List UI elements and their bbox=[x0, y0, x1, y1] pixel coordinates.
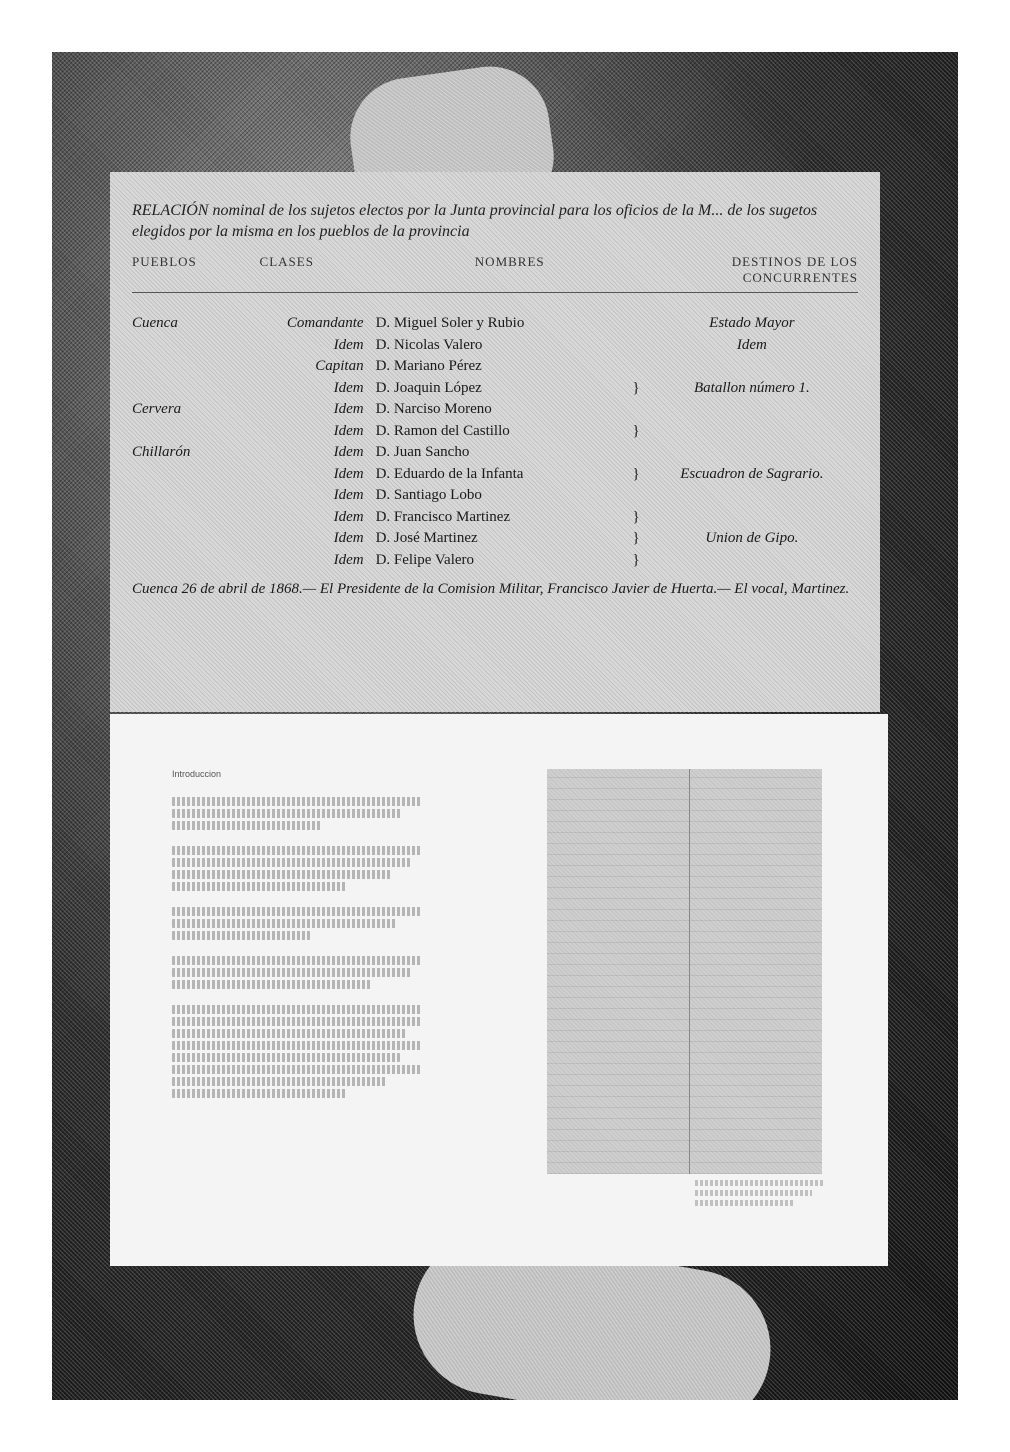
row-destino: Escuadron de Sagrario. bbox=[680, 465, 824, 482]
roster-row bbox=[132, 507, 858, 529]
row-nombre: D. Felipe Valero bbox=[375, 551, 475, 568]
row-brace: } bbox=[632, 530, 640, 547]
roster-row bbox=[132, 399, 858, 421]
row-cargo: Comandante bbox=[286, 315, 364, 332]
row-nombre: D. Francisco Martinez bbox=[375, 508, 511, 525]
roster-row bbox=[132, 442, 858, 464]
row-pueblo: Chillarón bbox=[132, 444, 191, 461]
row-nombre: D. Juan Sancho bbox=[375, 444, 470, 461]
row-destino: Idem bbox=[736, 336, 767, 353]
row-nombre: D. Joaquin López bbox=[375, 379, 482, 396]
roster-row bbox=[132, 313, 858, 335]
row-cargo: Idem bbox=[333, 444, 364, 461]
roster-row bbox=[132, 550, 858, 572]
row-brace: } bbox=[632, 465, 640, 482]
roster-row bbox=[132, 464, 858, 486]
roster-row bbox=[132, 421, 858, 443]
image-column-divider bbox=[689, 769, 690, 1174]
column-title: Introduccion bbox=[172, 769, 222, 779]
document-intro: RELACIÓN nominal de los sujetos electos por la Junta provincial para los oficios de la M... de los sugetos elegidos por la misma en los pueblos de la provincia bbox=[132, 202, 818, 240]
paragraph bbox=[172, 846, 422, 891]
row-cargo: Idem bbox=[333, 530, 364, 547]
roster-column-headers bbox=[132, 254, 858, 293]
row-cargo: Idem bbox=[333, 336, 364, 353]
text-column bbox=[172, 769, 422, 1114]
row-nombre: D. Miguel Soler y Rubio bbox=[375, 315, 525, 332]
roster-row bbox=[132, 378, 858, 400]
row-cargo: Idem bbox=[333, 508, 364, 525]
row-nombre: D. Nicolas Valero bbox=[375, 336, 483, 353]
roster-list bbox=[132, 313, 858, 571]
row-destino: Batallon número 1. bbox=[694, 379, 810, 396]
roster-row bbox=[132, 335, 858, 357]
row-cargo: Idem bbox=[333, 422, 364, 439]
paragraph bbox=[172, 907, 422, 940]
scanned-document-image bbox=[547, 769, 822, 1174]
row-nombre: D. Eduardo de la Infanta bbox=[375, 465, 524, 482]
row-cargo: Idem bbox=[333, 465, 364, 482]
magazine-page bbox=[110, 714, 888, 1266]
row-nombre: D. Narciso Moreno bbox=[375, 401, 492, 418]
paragraph bbox=[172, 956, 422, 989]
row-destino: Union de Gipo. bbox=[705, 530, 799, 547]
roster-row bbox=[132, 528, 858, 550]
row-nombre: D. Santiago Lobo bbox=[375, 487, 482, 504]
row-pueblo: Cervera bbox=[132, 401, 182, 418]
row-cargo: Idem bbox=[333, 487, 364, 504]
row-cargo: Capitan bbox=[315, 358, 364, 375]
image-caption bbox=[695, 1180, 825, 1210]
row-pueblo: Cuenca bbox=[132, 315, 178, 332]
row-nombre: D. José Martinez bbox=[375, 530, 478, 547]
row-cargo: Idem bbox=[333, 401, 364, 418]
paragraph bbox=[172, 1005, 422, 1098]
row-nombre: D. Ramon del Castillo bbox=[375, 422, 510, 439]
row-brace: } bbox=[632, 551, 640, 568]
row-nombre: D. Mariano Pérez bbox=[375, 358, 482, 375]
row-brace: } bbox=[632, 422, 640, 439]
roster-row bbox=[132, 485, 858, 507]
row-cargo: Idem bbox=[333, 379, 364, 396]
column-header: PUEBLOS bbox=[132, 254, 197, 269]
row-destino: Estado Mayor bbox=[709, 315, 795, 332]
column-header: NOMBRES bbox=[474, 254, 545, 269]
row-brace: } bbox=[632, 379, 640, 396]
row-brace: } bbox=[632, 508, 640, 525]
printed-document-sheet bbox=[110, 172, 880, 712]
paragraph bbox=[172, 797, 422, 830]
column-header: DESTINOS DE LOS CONCURRENTES bbox=[731, 254, 859, 285]
row-cargo: Idem bbox=[333, 551, 364, 568]
roster-row bbox=[132, 356, 858, 378]
column-header: CLASES bbox=[259, 254, 314, 269]
document-closing: Cuenca 26 de abril de 1868.— El Presidente de la Comision Militar, Francisco Javier de Huerta.— El vocal, Martinez. bbox=[132, 581, 850, 597]
